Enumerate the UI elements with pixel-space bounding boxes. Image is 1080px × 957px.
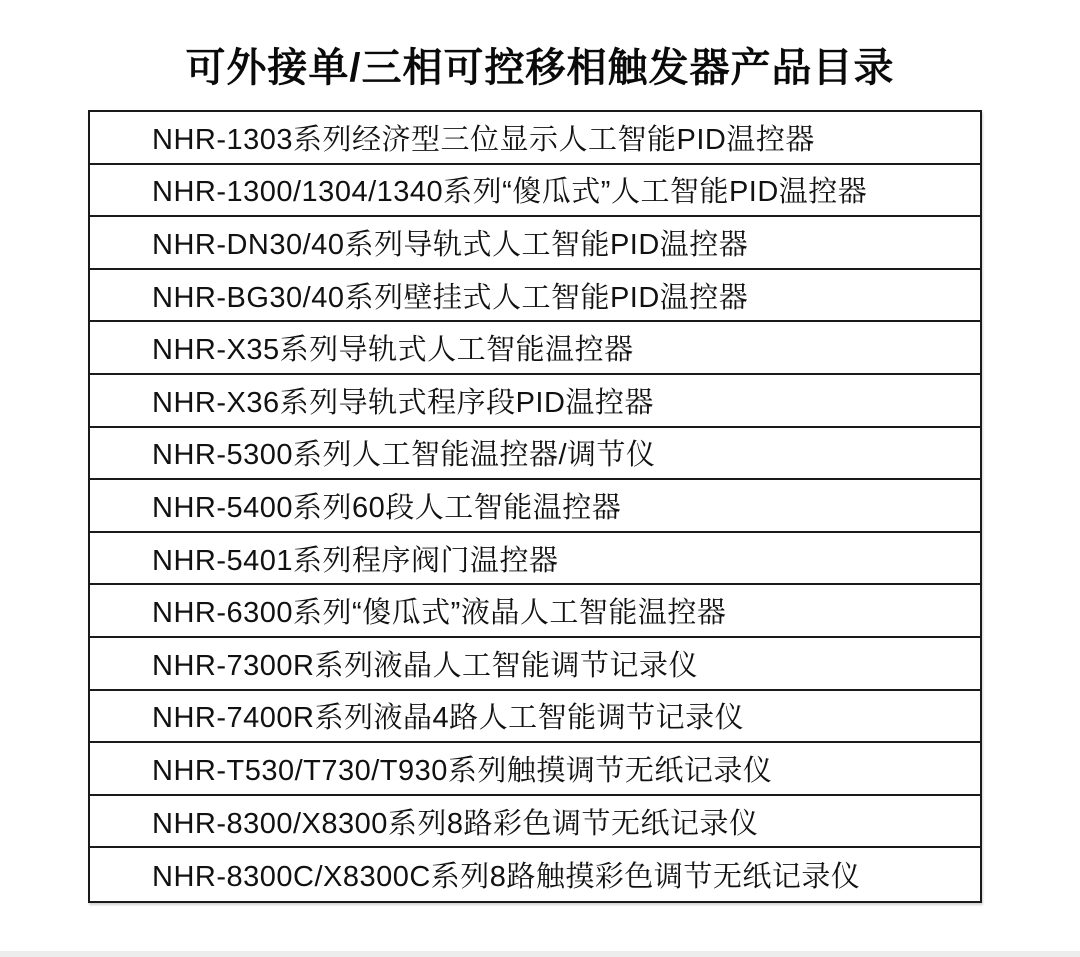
table-row	[90, 796, 980, 849]
product-name: NHR-7400R系列液晶4路人工智能调节记录仪	[152, 702, 745, 735]
table-row	[90, 428, 980, 481]
table-row	[90, 638, 980, 691]
product-name: NHR-BG30/40系列壁挂式人工智能PID温控器	[152, 281, 749, 314]
bottom-divider	[0, 951, 1080, 957]
product-name: NHR-7300R系列液晶人工智能调节记录仪	[152, 649, 698, 682]
product-name: NHR-8300C/X8300C系列8路触摸彩色调节无纸记录仪	[152, 861, 861, 894]
table-row	[90, 585, 980, 638]
product-name: NHR-8300/X8300系列8路彩色调节无纸记录仪	[152, 807, 759, 840]
table-row	[90, 848, 980, 901]
product-catalog-table	[88, 110, 982, 903]
table-row	[90, 112, 980, 165]
page-title: 可外接单/三相可控移相触发器产品目录	[185, 46, 895, 90]
table-row	[90, 270, 980, 323]
table-row	[90, 533, 980, 586]
product-name: NHR-X35系列导轨式人工智能温控器	[152, 334, 634, 367]
product-name: NHR-5401系列程序阀门温控器	[152, 544, 559, 577]
table-row	[90, 691, 980, 744]
table-row	[90, 743, 980, 796]
product-name: NHR-1300/1304/1340系列“傻瓜式”人工智能PID温控器	[152, 176, 868, 209]
product-name: NHR-T530/T730/T930系列触摸调节无纸记录仪	[152, 754, 773, 787]
product-name: NHR-5300系列人工智能温控器/调节仪	[152, 439, 656, 472]
product-name: NHR-6300系列“傻瓜式”液晶人工智能温控器	[152, 597, 727, 630]
product-name: NHR-5400系列60段人工智能温控器	[152, 491, 622, 524]
table-row	[90, 375, 980, 428]
product-name: NHR-DN30/40系列导轨式人工智能PID温控器	[152, 228, 749, 261]
table-row	[90, 322, 980, 375]
table-row	[90, 217, 980, 270]
table-row	[90, 480, 980, 533]
table-row	[90, 165, 980, 218]
product-name: NHR-1303系列经济型三位显示人工智能PID温控器	[152, 123, 815, 156]
product-name: NHR-X36系列导轨式程序段PID温控器	[152, 386, 654, 419]
